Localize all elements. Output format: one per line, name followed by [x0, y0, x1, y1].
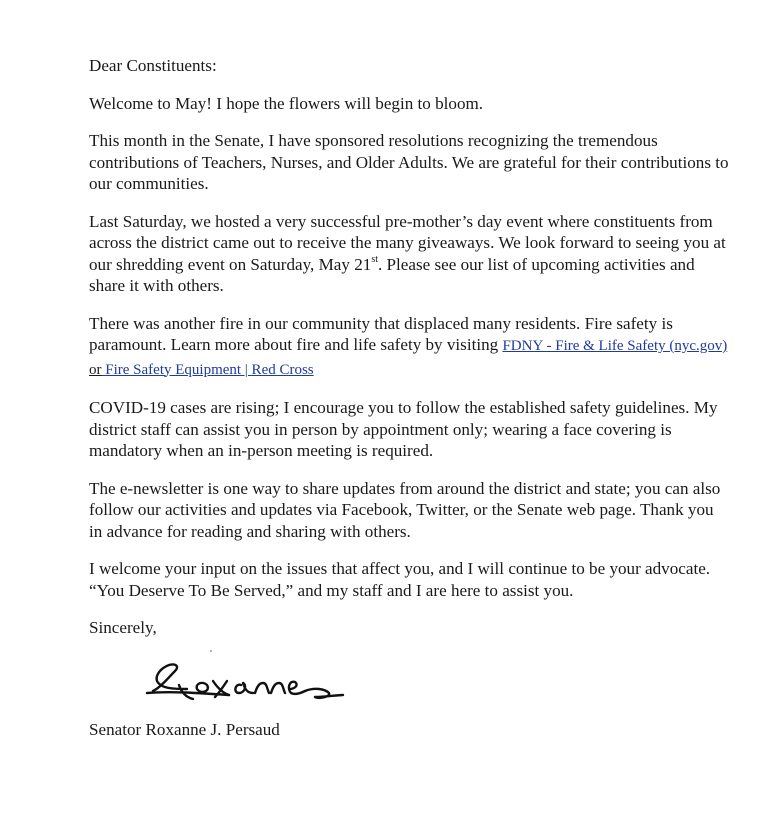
signature-image: [139, 647, 369, 717]
red-cross-link[interactable]: Fire Safety Equipment | Red Cross: [101, 361, 314, 378]
letter-body: [89, 55, 729, 740]
events-text: Last Saturday, we hosted a very successful pre-mother’s day event where constituents from across the district came out to receive the many giveaways. We look forward to seeing you at our shredding event on Saturday, May 21: [89, 211, 726, 274]
paragraph-fire-safety: [89, 313, 729, 382]
paragraph-events: [89, 211, 729, 297]
paragraph-advocate: I welcome your input on the issues that affect you, and I will continue to be your advocate. “You Deserve To Be Served,” and my staff and I are here to assist you.: [89, 559, 711, 600]
paragraph-welcome: Welcome to May! I hope the flowers will begin to bloom.: [89, 93, 484, 113]
or-word: or: [89, 361, 102, 378]
ordinal-suffix: st: [371, 253, 378, 265]
paragraph-newsletter: The e-newsletter is one way to share updates from around the district and state; you can also follow our activities and updates via Facebook, Twitter, or the Senate web page. Thank you in advance for reading and sharing with others.: [89, 478, 721, 541]
signer-name: Senator Roxanne J. Persaud: [89, 719, 280, 739]
fdny-link[interactable]: FDNY - Fire & Life Safety (nyc.gov): [502, 338, 728, 354]
salutation: Dear Constituents:: [89, 56, 217, 75]
fire-safety-text: There was another fire in our community that displaced many residents. Fire safety is paramount. Learn more about fire and life safety by visiting: [89, 313, 673, 354]
paragraph-covid: COVID-19 cases are rising; I encourage you to follow the established safety guidelines. My district staff can assist you in person by appointment only; wearing a face covering is mandatory when an in-person meeting is required.: [89, 398, 718, 460]
closing: Sincerely,: [89, 618, 157, 637]
paragraph-resolutions: This month in the Senate, I have sponsored resolutions recognizing the tremendous contributions of Teachers, Nurses, and Older Adults. We are grateful for their contributions to our communities.: [89, 131, 729, 193]
events-text-tail: . Please see our list of upcoming activities and share it with others.: [89, 254, 695, 295]
